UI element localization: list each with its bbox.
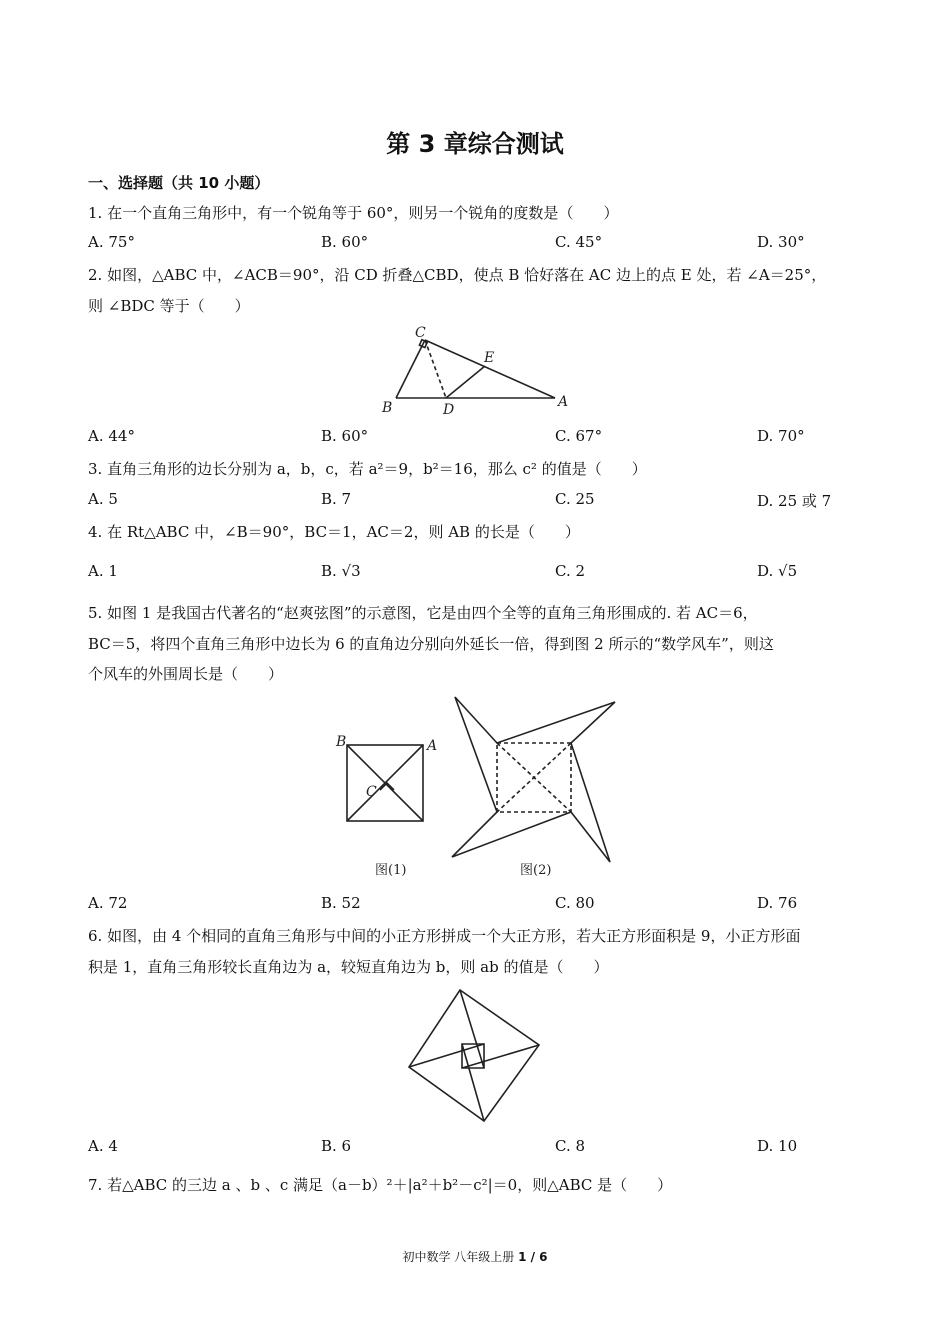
question-5-line2: BC＝5，将四个直角三角形中边长为 6 的直角边分别向外延长一倍，得到图 2 所示的“数学风车”，则这 (88, 635, 774, 653)
q2-option-d: D. 70° (757, 427, 805, 445)
q2-option-c: C. 67° (555, 427, 603, 445)
question-2-line2: 则 ∠BDC 等于（ ） (88, 297, 250, 315)
q6-option-c: C. 8 (555, 1137, 586, 1155)
label-b: B (382, 400, 393, 416)
fig1-label-c: C (366, 784, 377, 800)
fig1-label-b: B (336, 734, 347, 750)
fig1-caption: 图(1) (375, 863, 407, 878)
question-1: 1. 在一个直角三角形中，有一个锐角等于 60°，则另一个锐角的度数是（ ） (88, 204, 619, 222)
q5-option-c: C. 80 (555, 894, 595, 912)
q3-option-d: D. 25 或 7 (757, 492, 832, 510)
question-5-line3: 个风车的外围周长是（ ） (88, 665, 284, 683)
q2-triangle-figure (380, 320, 580, 420)
q1-option-c: C. 45° (555, 233, 603, 251)
q1-option-d: D. 30° (757, 233, 805, 251)
label-a: A (558, 394, 569, 410)
q5-figure-1-zhaoshuang (330, 730, 440, 880)
question-7: 7. 若△ABC 的三边 a 、b 、c 满足（a－b）²＋|a²＋b²－c²|＝0，则△ABC 是（ ） (88, 1176, 673, 1194)
q2-option-b: B. 60° (321, 427, 369, 445)
question-6-line2: 积是 1，直角三角形较长直角边为 a，较短直角边为 b，则 ab 的值是（ ） (88, 958, 609, 976)
q3-option-c: C. 25 (555, 490, 595, 508)
q5-option-a: A. 72 (88, 894, 128, 912)
q3-option-b: B. 7 (321, 490, 352, 508)
label-c: C (415, 325, 426, 341)
label-d: D (443, 402, 455, 418)
q6-option-b: B. 6 (321, 1137, 352, 1155)
q1-option-b: B. 60° (321, 233, 369, 251)
q6-option-a: A. 4 (88, 1137, 118, 1155)
footer-page-number: 1 / 6 (518, 1250, 548, 1264)
question-5-line1: 5. 如图 1 是我国古代著名的“赵爽弦图”的示意图，它是由四个全等的直角三角形围成的. 若 AC＝6， (88, 604, 758, 622)
question-6-line1: 6. 如图，由 4 个相同的直角三角形与中间的小正方形拼成一个大正方形，若大正方形面积是 9，小正方形面 (88, 927, 801, 945)
question-2-line1: 2. 如图，△ABC 中，∠ACB＝90°，沿 CD 折叠△CBD，使点 B 恰好落在 AC 边上的点 E 处，若 ∠A＝25°， (88, 266, 827, 284)
question-3: 3. 直角三角形的边长分别为 a，b，c，若 a²＝9，b²＝16，那么 c² 的值是（ ） (88, 460, 647, 478)
section-heading: 一、选择题（共 10 小题） (88, 174, 270, 192)
question-4: 4. 在 Rt△ABC 中，∠B＝90°，BC＝1，AC＝2，则 AB 的长是（ ） (88, 523, 580, 541)
footer-subject: 初中数学 八年级上册 (402, 1250, 519, 1264)
q5-figure-2-windmill (450, 692, 620, 882)
fig2-caption: 图(2) (520, 863, 552, 878)
q1-option-a: A. 75° (88, 233, 135, 251)
q4-option-c: C. 2 (555, 562, 586, 580)
q4-option-b: B. √3 (321, 562, 361, 580)
q4-option-a: A. 1 (88, 562, 118, 580)
page-title: 第 3 章综合测试 (386, 130, 564, 158)
label-e: E (484, 350, 495, 366)
q6-square-figure (405, 985, 545, 1125)
q6-option-d: D. 10 (757, 1137, 798, 1155)
q4-option-d: D. √5 (757, 562, 798, 580)
q2-option-a: A. 44° (88, 427, 135, 445)
q5-option-d: D. 76 (757, 894, 798, 912)
q3-option-a: A. 5 (88, 490, 118, 508)
page-footer (0, 1248, 950, 1265)
q5-option-b: B. 52 (321, 894, 361, 912)
fig1-label-a: A (427, 738, 438, 754)
